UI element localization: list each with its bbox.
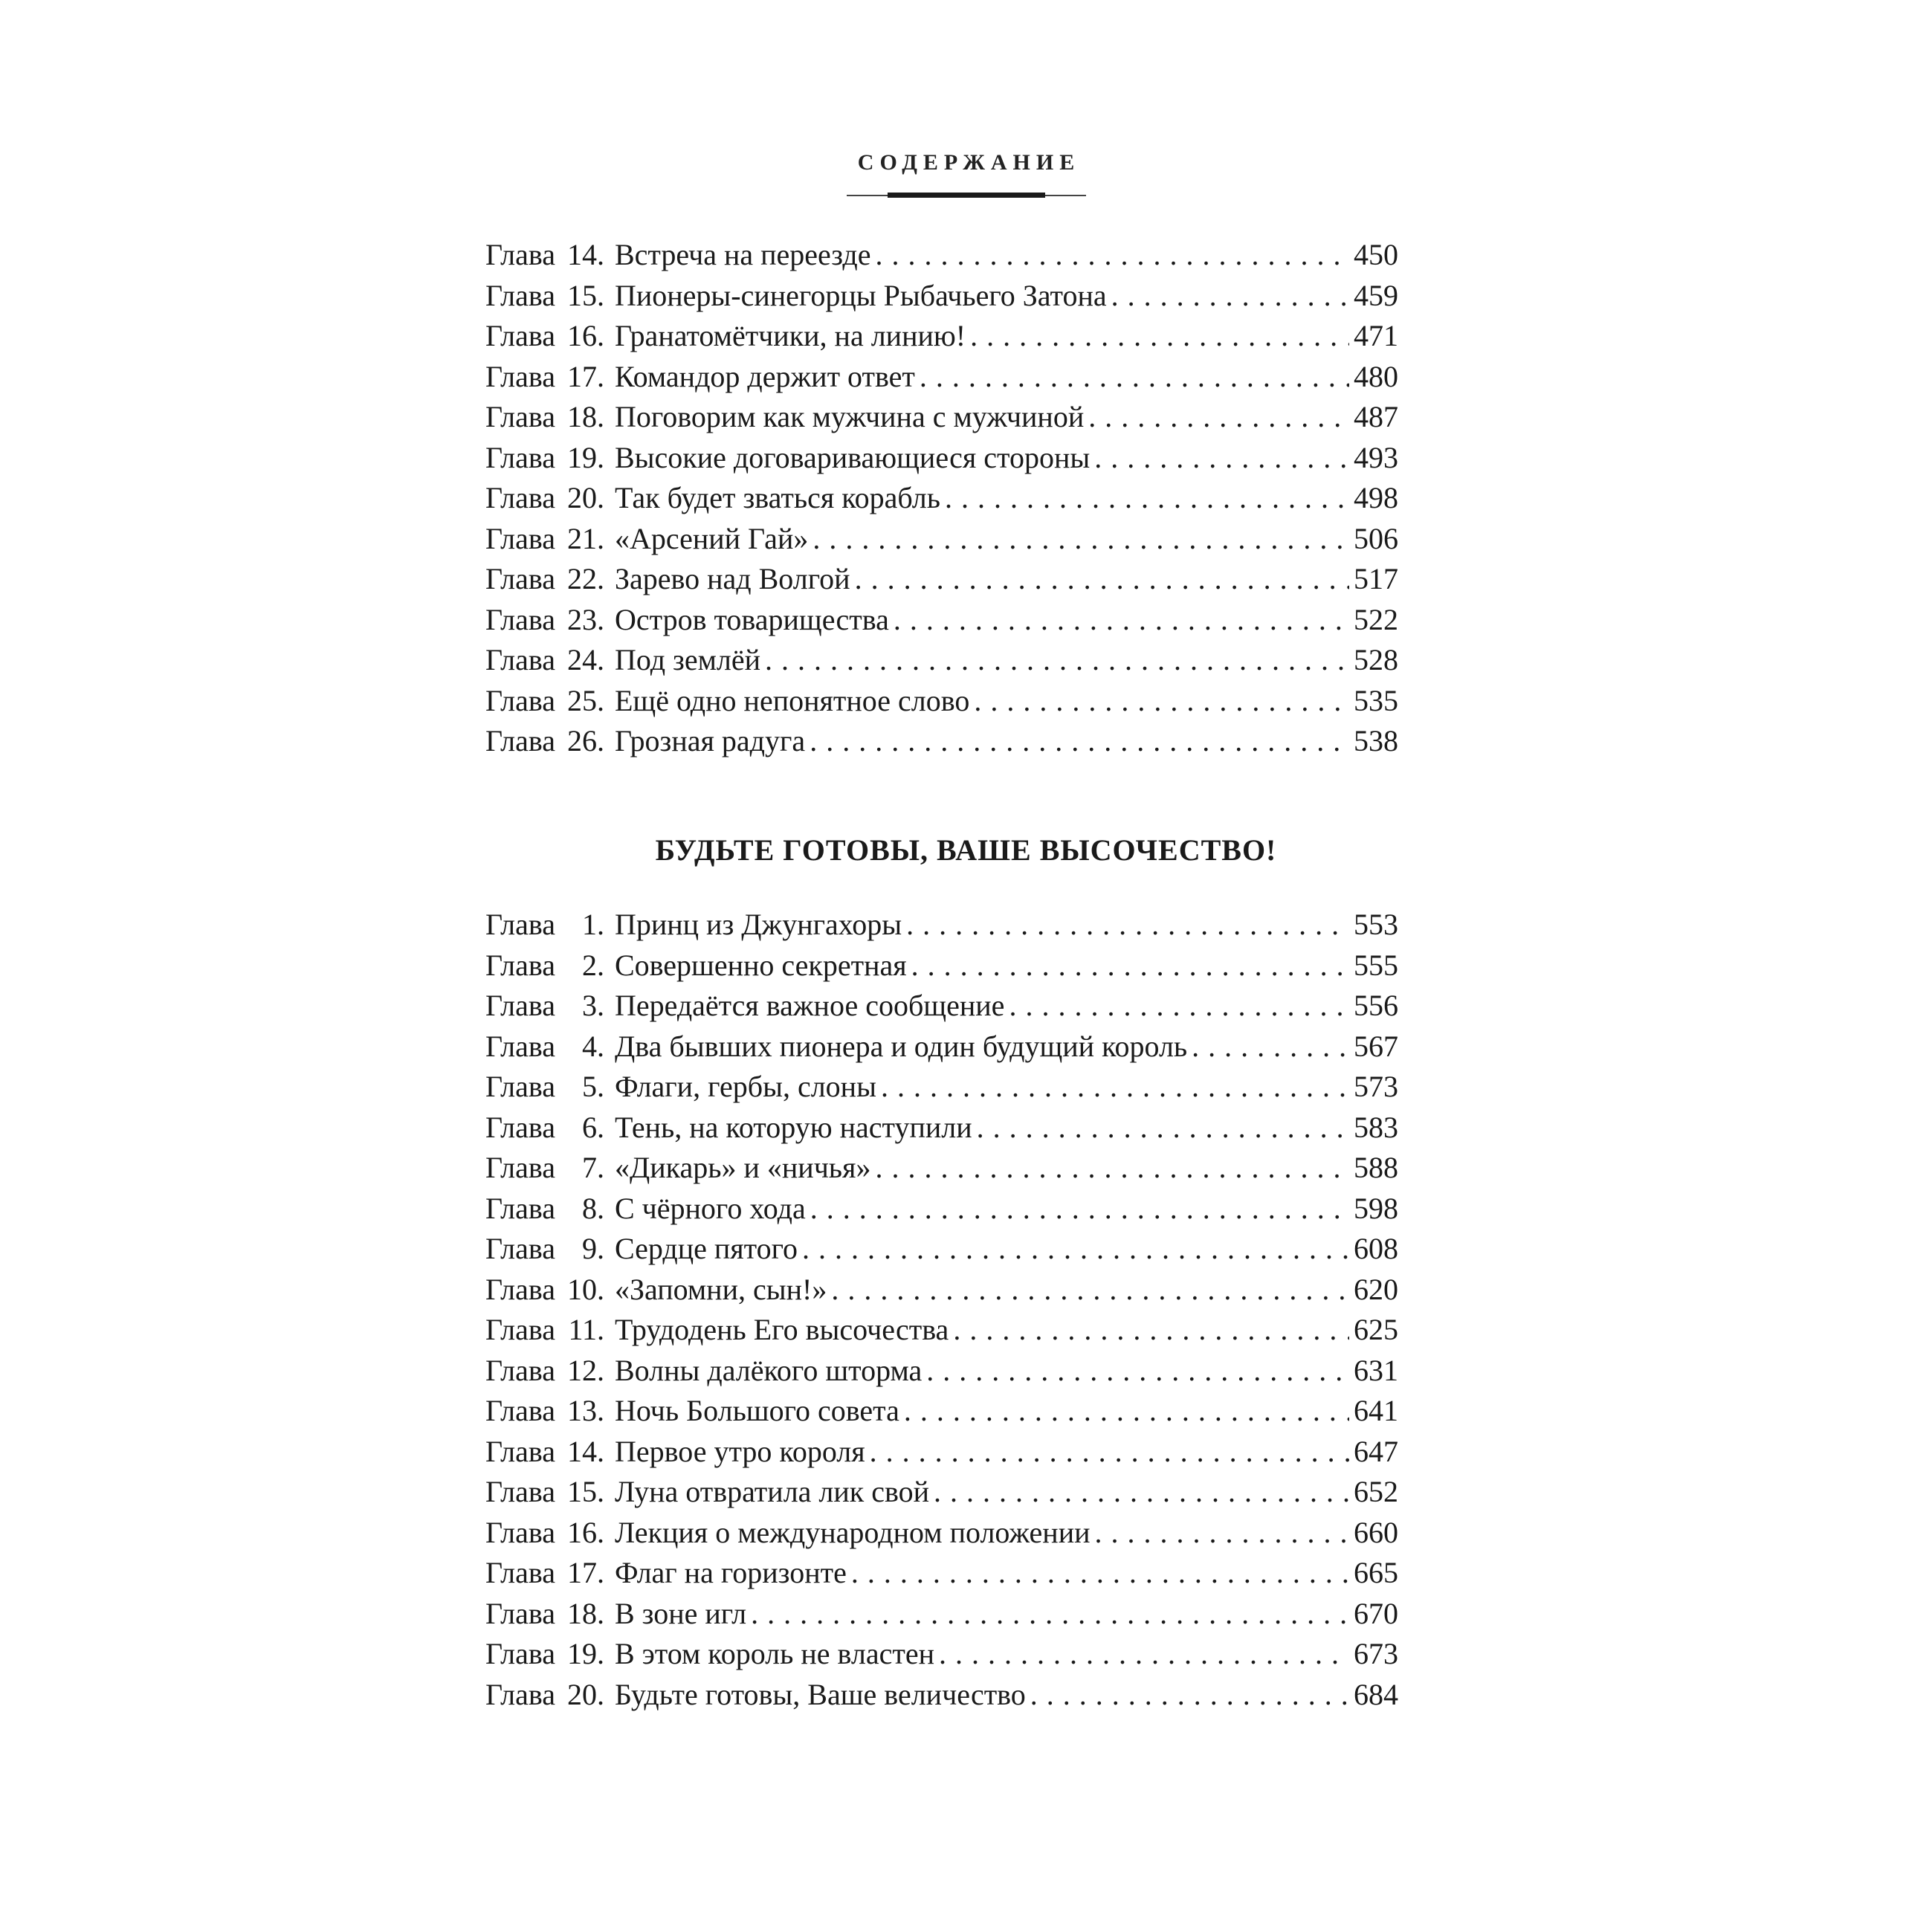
- page-number: 567: [1354, 1029, 1398, 1063]
- dot-leader: [906, 905, 1349, 946]
- toc-entry[interactable]: [485, 721, 1398, 762]
- chapter-word: Глава: [485, 948, 555, 982]
- page-number: 684: [1354, 1677, 1398, 1711]
- chapter-title: Флаги, гербы, слоны: [614, 1070, 876, 1103]
- chapter-word: Глава: [485, 1272, 555, 1306]
- toc-entry[interactable]: [485, 1108, 1398, 1148]
- chapter-word: Глава: [485, 1070, 555, 1103]
- toc-entry[interactable]: [485, 1675, 1398, 1716]
- page-number: 631: [1354, 1353, 1398, 1387]
- toc-entry[interactable]: [485, 681, 1398, 722]
- chapter-number: 3.: [581, 989, 604, 1022]
- chapter-word: Глава: [485, 562, 555, 595]
- chapter-title: Совершенно секретная: [614, 948, 907, 982]
- toc-entry[interactable]: [485, 1634, 1398, 1675]
- page-number: 535: [1354, 683, 1398, 717]
- toc-entry[interactable]: [485, 276, 1398, 317]
- dot-leader: [926, 1351, 1349, 1392]
- toc-entry[interactable]: [485, 1027, 1398, 1067]
- chapter-word: Глава: [485, 1515, 555, 1549]
- toc-entry[interactable]: [485, 1513, 1398, 1554]
- page-number: 553: [1354, 908, 1398, 941]
- chapter-title: Луна отвратила лик свой: [614, 1475, 929, 1508]
- chapter-title: Остров товарищества: [614, 602, 889, 636]
- toc-entry[interactable]: [485, 1229, 1398, 1270]
- chapter-title: Встреча на переезде: [614, 238, 871, 271]
- chapter-title: В зоне игл: [614, 1596, 747, 1630]
- chapter-number: 17.: [566, 359, 604, 393]
- toc-entry[interactable]: [485, 438, 1398, 479]
- chapter-title: Пионеры-синегорцы Рыбачьего Затона: [614, 278, 1107, 312]
- chapter-word: Глава: [485, 440, 555, 474]
- chapter-title: Зарево над Волгой: [614, 562, 850, 595]
- page-number: 583: [1354, 1110, 1398, 1144]
- toc-entry[interactable]: [485, 1391, 1398, 1432]
- chapter-title: Будьте готовы, Ваше величество: [614, 1677, 1026, 1711]
- chapter-word: Глава: [485, 602, 555, 636]
- chapter-number: 24.: [566, 643, 604, 676]
- chapter-number: 18.: [566, 400, 604, 433]
- page-number: 487: [1354, 400, 1398, 433]
- chapter-word: Глава: [485, 989, 555, 1022]
- chapter-title: Сердце пятого: [614, 1232, 798, 1265]
- page-number: 480: [1354, 359, 1398, 393]
- chapter-word: Глава: [485, 1029, 555, 1063]
- page-number: 538: [1354, 724, 1398, 757]
- dot-leader: [894, 600, 1349, 641]
- chapter-word: Глава: [485, 400, 555, 433]
- chapter-title: Трудодень Его высочества: [614, 1313, 949, 1346]
- chapter-number: 14.: [566, 238, 604, 271]
- chapter-title: «Запомни, сын!»: [614, 1272, 827, 1306]
- chapter-word: Глава: [485, 683, 555, 717]
- chapter-title: Волны далёкого шторма: [614, 1353, 923, 1387]
- chapter-number: 14.: [566, 1434, 604, 1468]
- ornament-thick-rule: [888, 193, 1045, 198]
- chapter-title: Гранатомётчики, на линию!: [614, 319, 966, 352]
- chapter-number: 20.: [566, 481, 604, 514]
- page-number: 660: [1354, 1515, 1398, 1549]
- toc-entry[interactable]: [485, 1067, 1398, 1108]
- toc-entry[interactable]: [485, 1148, 1398, 1189]
- page-number: 556: [1354, 989, 1398, 1022]
- chapter-title: Тень, на которую наступили: [614, 1110, 972, 1144]
- chapter-word: Глава: [485, 724, 555, 757]
- chapter-title: Принц из Джунгахоры: [614, 908, 902, 941]
- page-number: 665: [1354, 1556, 1398, 1589]
- chapter-title: Лекция о международном положении: [614, 1515, 1091, 1549]
- chapter-word: Глава: [485, 1394, 555, 1427]
- chapter-word: Глава: [485, 1677, 555, 1711]
- page-number: 673: [1354, 1637, 1398, 1670]
- chapter-number: 26.: [566, 724, 604, 757]
- chapter-number: 20.: [566, 1677, 604, 1711]
- dot-leader: [1009, 986, 1349, 1027]
- dot-leader: [945, 478, 1349, 519]
- toc-entry[interactable]: [485, 1310, 1398, 1351]
- chapter-word: Глава: [485, 1475, 555, 1508]
- chapter-title: Командор держит ответ: [614, 359, 915, 393]
- chapter-title: Два бывших пионера и один будущий король: [614, 1029, 1188, 1063]
- toc-entry[interactable]: [485, 1553, 1398, 1594]
- dot-leader: [751, 1594, 1349, 1635]
- chapter-number: 7.: [581, 1151, 604, 1184]
- page-number: 625: [1354, 1313, 1398, 1346]
- chapter-word: Глава: [485, 1556, 555, 1589]
- toc-entry[interactable]: [485, 397, 1398, 438]
- chapter-title: С чёрного хода: [614, 1191, 806, 1225]
- page-number: 450: [1354, 238, 1398, 271]
- dot-leader: [920, 357, 1349, 398]
- chapter-number: 22.: [566, 562, 604, 595]
- page-number: 517: [1354, 562, 1398, 595]
- chapter-number: 2.: [581, 948, 604, 982]
- dot-leader: [870, 1432, 1349, 1473]
- toc-entry[interactable]: [485, 1472, 1398, 1513]
- page-number: 670: [1354, 1596, 1398, 1630]
- chapter-word: Глава: [485, 1596, 555, 1630]
- dot-leader: [934, 1472, 1349, 1513]
- dot-leader: [1094, 438, 1349, 479]
- page-number: 493: [1354, 440, 1398, 474]
- chapter-word: Глава: [485, 643, 555, 676]
- chapter-word: Глава: [485, 319, 555, 352]
- page-number: 588: [1354, 1151, 1398, 1184]
- page-number: 641: [1354, 1394, 1398, 1427]
- chapter-number: 21.: [566, 521, 604, 555]
- dot-leader: [812, 519, 1349, 560]
- chapter-title: Поговорим как мужчина с мужчиной: [614, 400, 1085, 433]
- chapter-word: Глава: [485, 1313, 555, 1346]
- dot-leader: [1111, 276, 1349, 317]
- page-number: 528: [1354, 643, 1398, 676]
- toc-entry[interactable]: [485, 559, 1398, 600]
- chapter-word: Глава: [485, 359, 555, 393]
- dot-leader: [953, 1310, 1349, 1351]
- dot-leader: [1088, 397, 1349, 438]
- dot-leader: [810, 1189, 1349, 1230]
- toc-entry[interactable]: [485, 1270, 1398, 1311]
- chapter-title: В этом король не властен: [614, 1637, 935, 1670]
- chapter-number: 12.: [566, 1353, 604, 1387]
- chapter-number: 19.: [566, 1637, 604, 1670]
- chapter-number: 10.: [566, 1272, 604, 1306]
- chapter-title: Первое утро короля: [614, 1434, 865, 1468]
- chapter-number: 23.: [566, 602, 604, 636]
- toc-list-part2: [485, 905, 1398, 1715]
- chapter-word: Глава: [485, 1637, 555, 1670]
- toc-entry[interactable]: [485, 600, 1398, 641]
- dot-leader: [802, 1229, 1349, 1270]
- toc-entry[interactable]: [485, 1189, 1398, 1230]
- page-number: 471: [1354, 319, 1398, 352]
- page-number: 573: [1354, 1070, 1398, 1103]
- chapter-word: Глава: [485, 1110, 555, 1144]
- chapter-number: 15.: [566, 278, 604, 312]
- page-number: 652: [1354, 1475, 1398, 1508]
- section-heading: БУДЬТЕ ГОТОВЫ, ВАШЕ ВЫСОЧЕСТВО!: [655, 833, 1277, 867]
- chapter-number: 1.: [581, 908, 604, 941]
- dot-leader: [810, 721, 1349, 762]
- page-header: [0, 150, 1932, 201]
- toc-entry[interactable]: [485, 519, 1398, 560]
- dot-leader: [881, 1067, 1349, 1108]
- page-number: 608: [1354, 1232, 1398, 1265]
- toc-list-part1: [485, 235, 1398, 762]
- toc-entry[interactable]: [485, 640, 1398, 681]
- dot-leader: [1192, 1027, 1349, 1067]
- chapter-word: Глава: [485, 1191, 555, 1225]
- dot-leader: [939, 1634, 1349, 1675]
- toc-entry[interactable]: [485, 478, 1398, 519]
- chapter-number: 16.: [566, 1515, 604, 1549]
- chapter-number: 16.: [566, 319, 604, 352]
- page-number: 522: [1354, 602, 1398, 636]
- chapter-word: Глава: [485, 1151, 555, 1184]
- toc-entry[interactable]: [485, 986, 1398, 1027]
- chapter-title: Грозная радуга: [614, 724, 806, 757]
- dot-leader: [911, 946, 1349, 986]
- page-number: 647: [1354, 1434, 1398, 1468]
- dot-leader: [1030, 1675, 1349, 1716]
- dot-leader: [765, 640, 1349, 681]
- dot-leader: [831, 1270, 1349, 1311]
- chapter-word: Глава: [485, 1434, 555, 1468]
- dot-leader: [1095, 1513, 1349, 1554]
- chapter-word: Глава: [485, 908, 555, 941]
- chapter-word: Глава: [485, 1232, 555, 1265]
- toc-entry[interactable]: [485, 235, 1398, 276]
- page-number: 498: [1354, 481, 1398, 514]
- toc-entry[interactable]: [485, 905, 1398, 946]
- chapter-number: 19.: [566, 440, 604, 474]
- dot-leader: [875, 235, 1349, 276]
- chapter-number: 6.: [581, 1110, 604, 1144]
- toc-entry[interactable]: [485, 357, 1398, 398]
- chapter-number: 18.: [566, 1596, 604, 1630]
- toc-entry[interactable]: [485, 316, 1398, 357]
- chapter-title: Высокие договаривающиеся стороны: [614, 440, 1091, 474]
- page-number: 555: [1354, 948, 1398, 982]
- page-number: 620: [1354, 1272, 1398, 1306]
- chapter-word: Глава: [485, 238, 555, 271]
- chapter-number: 4.: [581, 1029, 604, 1063]
- toc-entry[interactable]: [485, 1351, 1398, 1392]
- dot-leader: [851, 1553, 1349, 1594]
- running-title: СОДЕРЖАНИЕ: [857, 150, 1081, 175]
- chapter-title: «Арсений Гай»: [614, 521, 809, 555]
- page-number: 459: [1354, 278, 1398, 312]
- dot-leader: [875, 1148, 1349, 1189]
- chapter-number: 8.: [581, 1191, 604, 1225]
- chapter-number: 11.: [568, 1313, 604, 1346]
- chapter-number: 5.: [581, 1070, 604, 1103]
- dot-leader: [974, 681, 1349, 722]
- page-number: 598: [1354, 1191, 1398, 1225]
- chapter-word: Глава: [485, 278, 555, 312]
- dot-leader: [970, 316, 1349, 357]
- chapter-number: 15.: [566, 1475, 604, 1508]
- chapter-number: 25.: [566, 683, 604, 717]
- chapter-word: Глава: [485, 1353, 555, 1387]
- chapter-number: 9.: [581, 1232, 604, 1265]
- chapter-title: Флаг на горизонте: [614, 1556, 847, 1589]
- chapter-word: Глава: [485, 481, 555, 514]
- chapter-title: Так будет зваться корабль: [614, 481, 940, 514]
- chapter-title: Передаётся важное сообщение: [614, 989, 1005, 1022]
- chapter-title: Ночь Большого совета: [614, 1394, 899, 1427]
- dot-leader: [977, 1108, 1349, 1148]
- dot-leader: [904, 1391, 1349, 1432]
- chapter-title: Под землёй: [614, 643, 761, 676]
- page-number: 506: [1354, 521, 1398, 555]
- toc-entry[interactable]: [485, 1432, 1398, 1473]
- chapter-number: 17.: [566, 1556, 604, 1589]
- chapter-word: Глава: [485, 521, 555, 555]
- chapter-title: Ещё одно непонятное слово: [614, 683, 970, 717]
- chapter-title: «Дикарь» и «ничья»: [614, 1151, 871, 1184]
- dot-leader: [855, 559, 1349, 600]
- toc-entry[interactable]: [485, 946, 1398, 986]
- title-ornament-divider: [847, 190, 1086, 201]
- chapter-number: 13.: [566, 1394, 604, 1427]
- toc-entry[interactable]: [485, 1594, 1398, 1635]
